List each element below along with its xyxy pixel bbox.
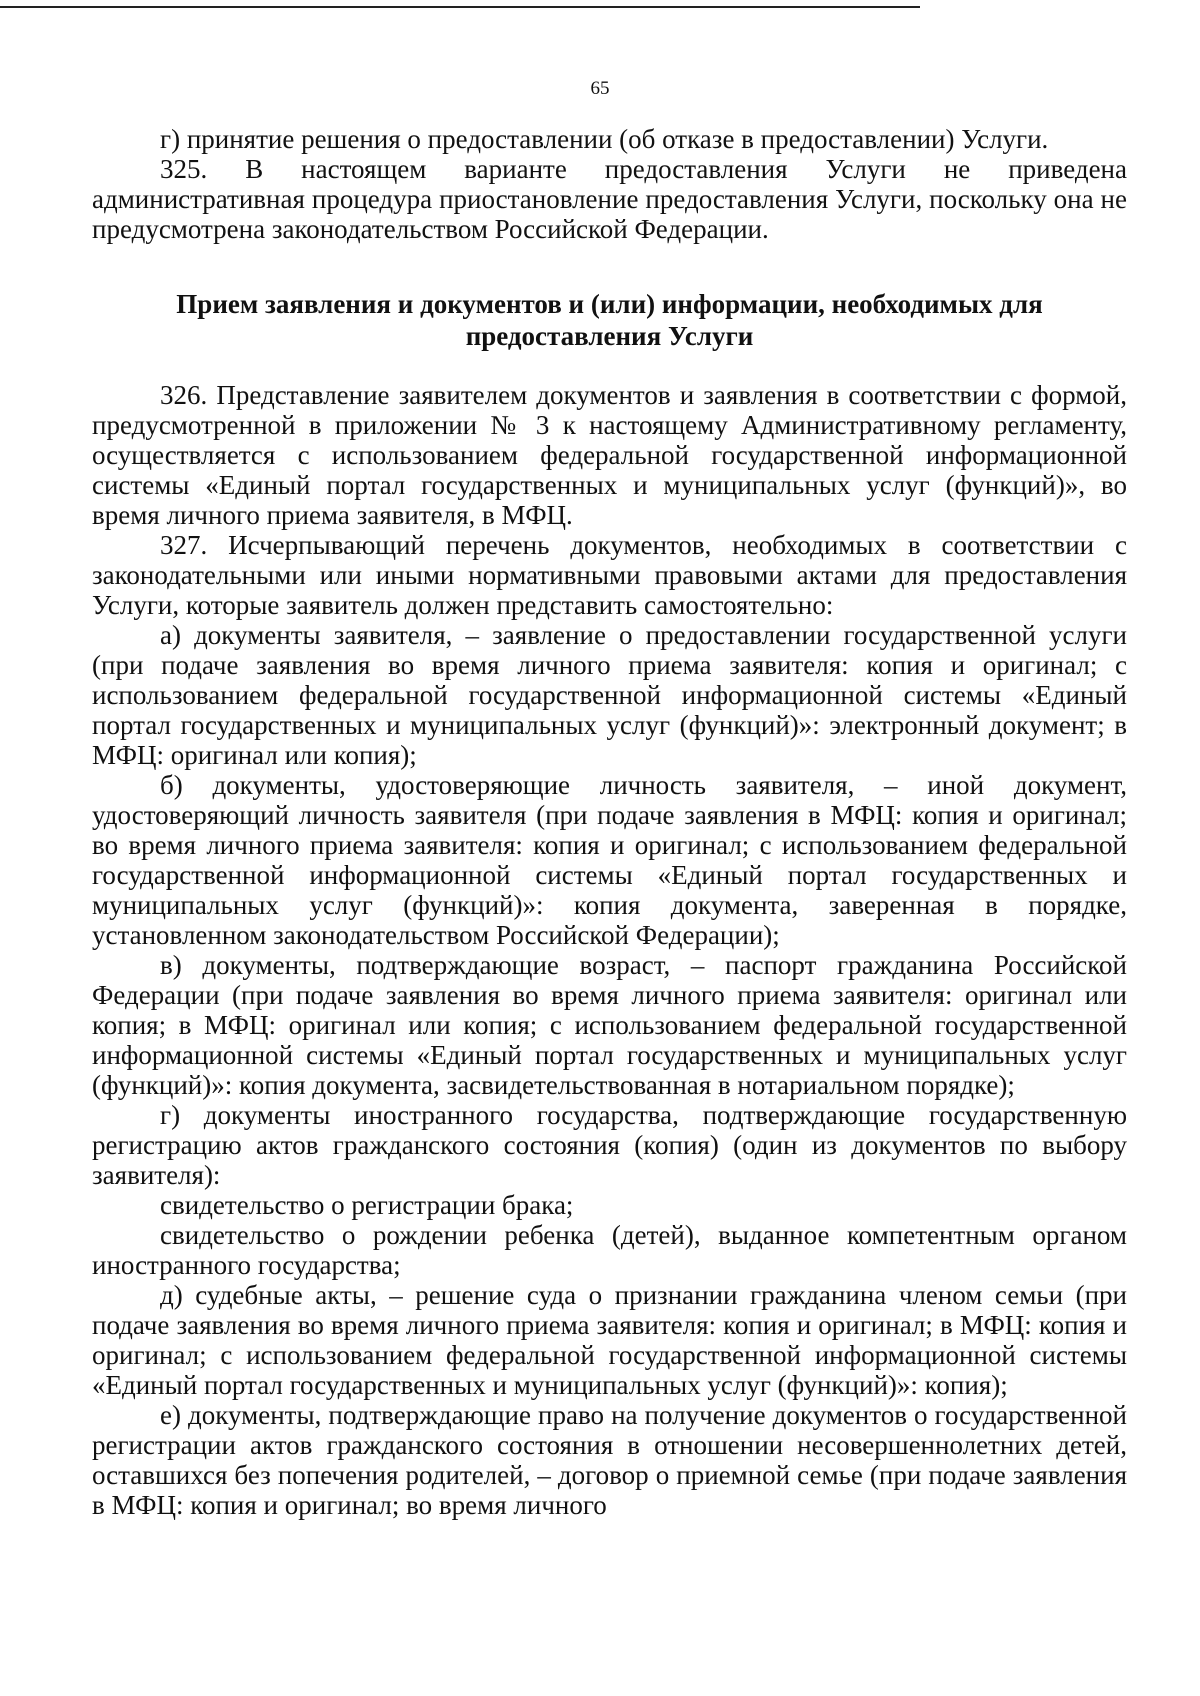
paragraph-item-e: е) документы, подтверждающие право на получение документов о государственной регистрации актов гражданского состояния в отношении несовершеннолетних детей, оставшихся без попечения родителей, – договор о приемной семье (при подаче заявления в МФЦ: копия и оригинал; во время личного: [92, 1400, 1127, 1520]
paragraph-birth-certificate: свидетельство о рождении ребенка (детей), выданное компетентным органом иностранного государства;: [92, 1220, 1127, 1280]
page-number: 65: [590, 78, 610, 99]
paragraph-326: 326. Представление заявителем документов и заявления в соответствии с формой, предусмотренной в приложении № 3 к настоящему Административному регламенту, осуществляется с использованием федеральной государственной информационной системы «Единый портал государственных и муниципальных услуг (функций)», во время личного приема заявителя, в МФЦ.: [92, 380, 1127, 530]
document-body: [92, 124, 1127, 1520]
paragraph-item-a: а) документы заявителя, – заявление о предоставлении государственной услуги (при подаче заявления во время личного приема заявителя: копия и оригинал; с использованием федеральной государственной информационной системы «Единый портал государственных и муниципальных услуг (функций)»: электронный документ; в МФЦ: оригинал или копия);: [92, 620, 1127, 770]
paragraph-327: 327. Исчерпывающий перечень документов, необходимых в соответствии с законодательными или иными нормативными правовыми актами для предоставления Услуги, которые заявитель должен представить самостоятельно:: [92, 530, 1127, 620]
section-heading: Прием заявления и документов и (или) информации, необходимых для предоставления Услуги: [176, 289, 1043, 351]
paragraph-item-v: в) документы, подтверждающие возраст, – паспорт гражданина Российской Федерации (при подаче заявления во время личного приема заявителя: оригинал или копия; в МФЦ: оригинал или копия; с использованием федеральной государственной информационной системы «Единый портал государственных и муниципальных услуг (функций)»: копия документа, засвидетельствованная в нотариальном порядке);: [92, 950, 1127, 1100]
paragraph-item-d: д) судебные акты, – решение суда о признании гражданина членом семьи (при подаче заявления во время личного приема заявителя: копия и оригинал; в МФЦ: копия и оригинал; с использованием федеральной государственной информационной системы «Единый портал государственных и муниципальных услуг (функций)»: копия);: [92, 1280, 1127, 1400]
paragraph-marriage-certificate: свидетельство о регистрации брака;: [160, 1190, 574, 1220]
paragraph-item-b: б) документы, удостоверяющие личность заявителя, – иной документ, удостоверяющий личность заявителя (при подаче заявления в МФЦ: копия и оригинал; во время личного приема заявителя: копия и оригинал; с использованием федеральной государственной информационной системы «Единый портал государственных и муниципальных услуг (функций)»: копия документа, заверенная в порядке, установленном законодательством Российской Федерации);: [92, 770, 1127, 950]
paragraph-item-g: г) принятие решения о предоставлении (об отказе в предоставлении) Услуги.: [160, 124, 1049, 154]
paragraph-item-g2: г) документы иностранного государства, подтверждающие государственную регистрацию актов гражданского состояния (копия) (один из документов по выбору заявителя):: [92, 1100, 1127, 1190]
paragraph-325: 325. В настоящем варианте предоставления Услуги не приведена административная процедура приостановление предоставления Услуги, поскольку она не предусмотрена законодательством Российской Федерации.: [92, 154, 1127, 244]
top-rule: [0, 6, 920, 8]
